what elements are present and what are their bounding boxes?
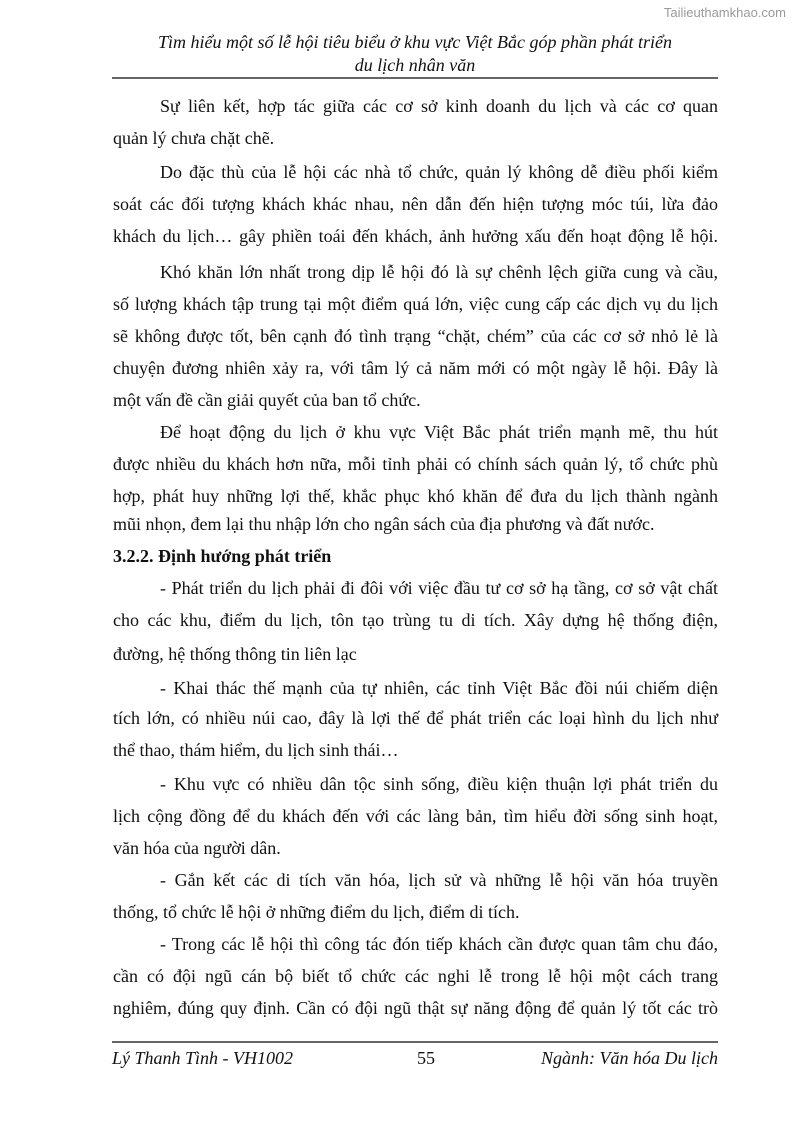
footer-rule	[112, 1041, 718, 1043]
body-line: tích lớn, có nhiều núi cao, đây là lợi thế để phát triển các loại hình du lịch như	[113, 708, 718, 728]
body-line: Do đặc thù của lễ hội các nhà tổ chức, quản lý không dễ điều phối kiểm	[160, 162, 718, 182]
body-line: - Khu vực có nhiều dân tộc sinh sống, điều kiện thuận lợi phát triển du	[160, 774, 718, 794]
body-line: Sự liên kết, hợp tác giữa các cơ sở kinh doanh du lịch và các cơ quan	[160, 96, 718, 116]
body-line: đường, hệ thống thông tin liên lạc	[113, 644, 357, 664]
footer-author: Lý Thanh Tình - VH1002	[112, 1048, 294, 1068]
watermark: Tailieuthamkhao.com	[663, 5, 786, 20]
body-line: một vấn đề cần giải quyết của ban tổ chức.	[113, 390, 421, 410]
body-line: văn hóa của người dân.	[113, 838, 281, 858]
body-line: thống, tổ chức lễ hội ở những điểm du lịch, điểm di tích.	[113, 902, 520, 922]
body-line: - Trong các lễ hội thì công tác đón tiếp khách cần được quan tâm chu đáo,	[160, 934, 718, 954]
body-line: khách du lịch… gây phiền toái đến khách, ảnh hưởng xấu đến hoạt động lễ hội.	[113, 226, 718, 246]
body-line: cần có đội ngũ cán bộ biết tổ chức các nghi lễ trong lễ hội một cách trang	[113, 966, 718, 986]
body-line: quản lý chưa chặt chẽ.	[113, 128, 275, 148]
body-line: lịch cộng đồng để du khách đến với các làng bản, tìm hiểu đời sống sinh hoạt,	[113, 806, 718, 826]
body-line: - Gắn kết các di tích văn hóa, lịch sử và những lễ hội văn hóa truyền	[160, 870, 718, 890]
body-line: được nhiều du khách hơn nữa, mỗi tỉnh phải có chính sách quản lý, tổ chức phù	[113, 454, 718, 474]
body-line: - Phát triển du lịch phải đi đôi với việc đầu tư cơ sở hạ tầng, cơ sở vật chất	[160, 578, 718, 598]
body-line: số lượng khách tập trung tại một điểm quá lớn, việc cung cấp các dịch vụ du lịch	[113, 294, 718, 314]
body-line: - Khai thác thế mạnh của tự nhiên, các tỉnh Việt Bắc đồi núi chiếm diện	[160, 678, 718, 698]
body-line: cho các khu, điểm du lịch, tôn tạo trùng tu di tích. Xây dựng hệ thống điện,	[113, 610, 718, 630]
body-line: Khó khăn lớn nhất trong dịp lễ hội đó là sự chênh lệch giữa cung và cầu,	[160, 262, 718, 282]
page-number: 55	[417, 1048, 435, 1068]
body-line: soát các đối tượng khách khác nhau, nên dẫn đến hiện tượng móc túi, lừa đảo	[113, 194, 718, 214]
header-title-line1: Tìm hiểu một số lễ hội tiêu biểu ở khu vực Việt Bắc góp phần phát triển	[157, 32, 672, 52]
body-line: sẽ không được tốt, bên cạnh đó tình trạng “chặt, chém” của các cơ sở nhỏ lẻ là	[113, 326, 718, 346]
body-line: nghiêm, đúng quy định. Cần có đội ngũ thật sự năng động để quản lý tốt các trò	[113, 998, 718, 1018]
section-heading: 3.2.2. Định hướng phát triển	[113, 546, 332, 566]
footer-major: Ngành: Văn hóa Du lịch	[541, 1048, 718, 1068]
body-line: hợp, phát huy những lợi thế, khắc phục khó khăn để đưa du lịch thành ngành	[113, 486, 718, 506]
body-line: mũi nhọn, đem lại thu nhập lớn cho ngân sách của địa phương và đất nước.	[113, 514, 655, 534]
body-line: thể thao, thám hiểm, du lịch sinh thái…	[113, 740, 399, 760]
body-line: chuyện đương nhiên xảy ra, với tâm lý cả năm mới có một ngày lễ hội. Đây là	[113, 358, 718, 378]
body-line: Để hoạt động du lịch ở khu vực Việt Bắc phát triển mạnh mẽ, thu hút	[160, 422, 718, 442]
header-rule	[112, 77, 718, 79]
header-title-line2: du lịch nhân văn	[354, 55, 476, 75]
